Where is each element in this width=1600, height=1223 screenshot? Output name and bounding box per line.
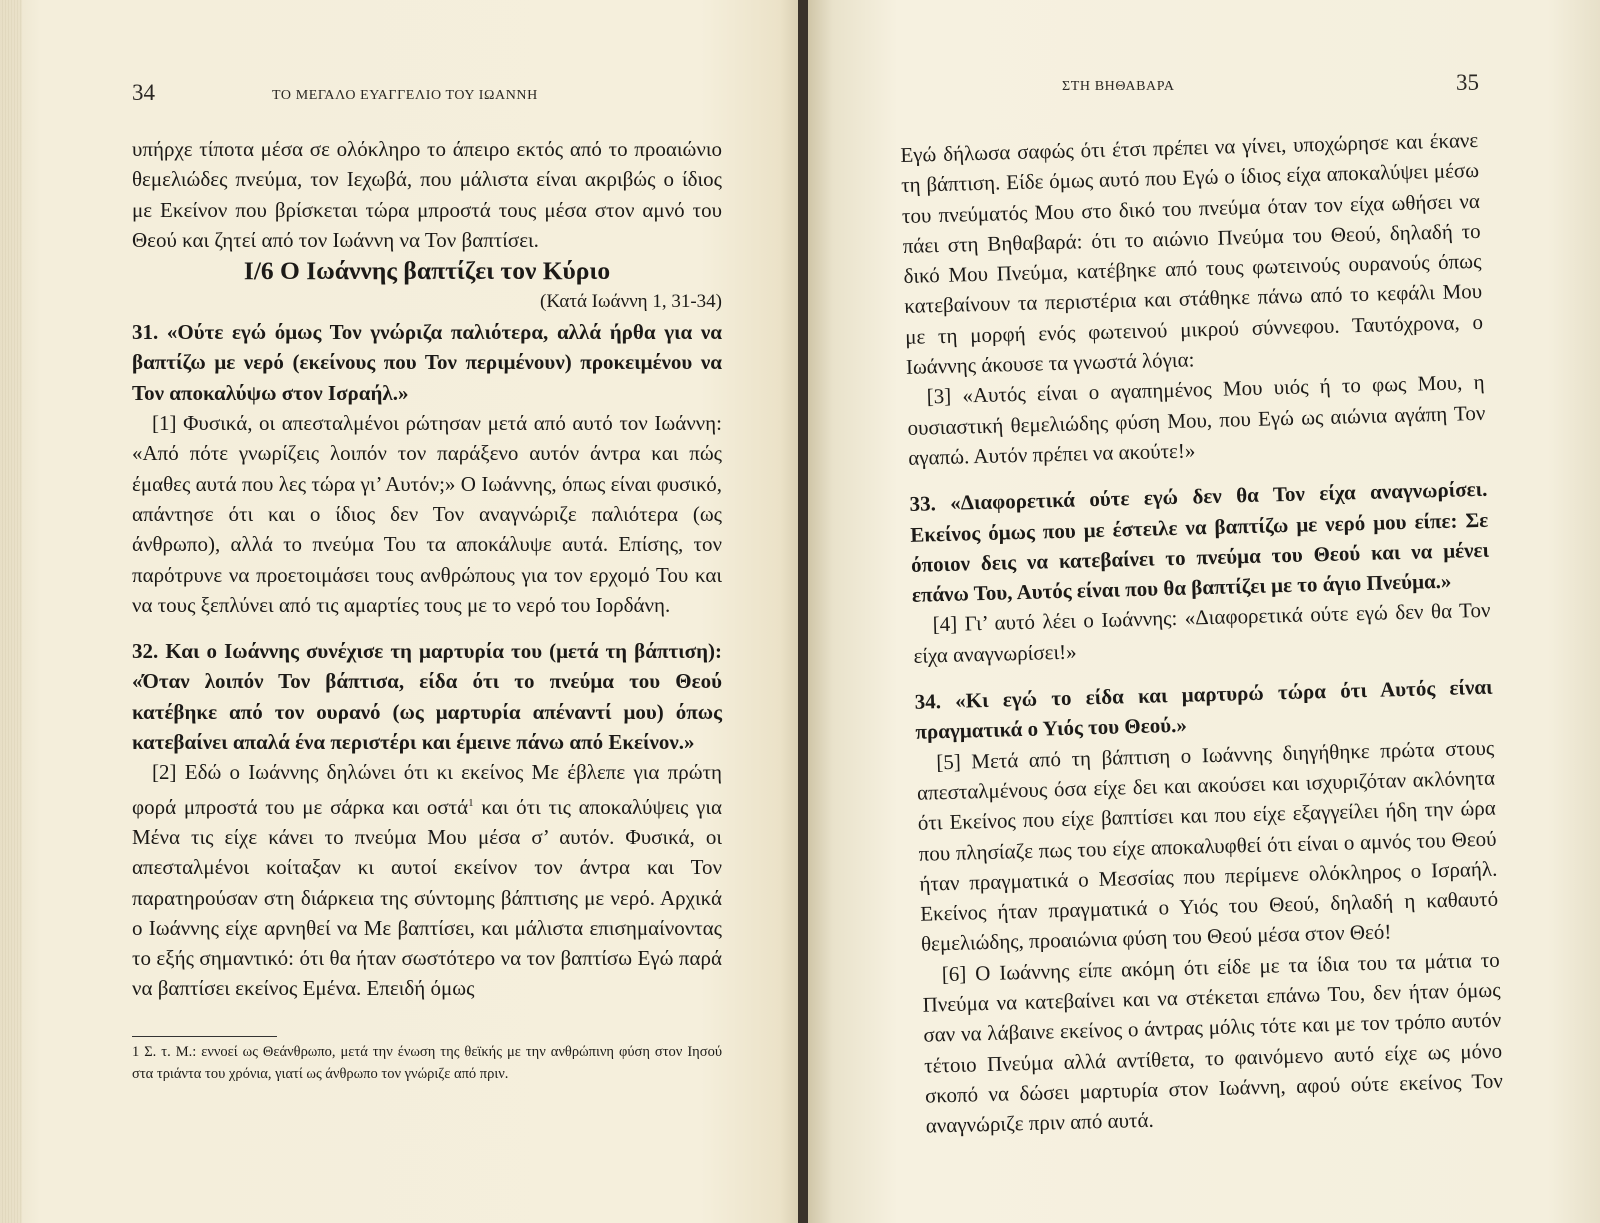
paragraph-2 (132, 757, 722, 1003)
paragraph-2-text-b: και ότι τις αποκαλύψεις για Μένα τις είχε κάνει το πνεύμα Μου μέσα σ’ αυτόν. Φυσικά, οι απεσταλμένοι κοίταξαν κι αυτοί εκείνον τον άντρα και Τον παρατηρούσαν στη διάρκεια της σύντομης βάπτισης με νερό. Αρχικά ο Ιωάννης είχε αρνηθεί να Με βαπτίσει, και μάλιστα επισημαίνοντας το εξής σημαντικό: ότι θα ήταν σωστότερο να τον βαπτίσω Εγώ παρά να βαπτίσει εκείνος Εμένα. Επειδή όμως (132, 794, 722, 1001)
left-text-block (132, 134, 722, 1004)
paragraph-1: [1] Φυσικά, οι απεσταλμένοι ρώτησαν μετά από αυτό τον Ιωάννη: «Από πότε γνωρίζεις λοιπόν τον παράξενο αυτόν άντρα και πώς έμαθες αυτά που λες τώρα γι’ Αυτόν;» Ο Ιωάννης, όπως είναι φυσικό, απάντησε ότι και ο ίδιος δεν Τον αναγνώριζε παλιότερα (ως άνθρωπο), αλλά το πνεύμα Του τα αποκάλυψε αυτά. Επίσης, τον παρότρυνε να προετοιμάσει τους ανθρώπους για τον ερχομό Του και να τους ξεπλύνει από τις αμαρτίες τους με το νερό του Ιορδάνη. (132, 411, 722, 617)
verse-34: 34. «Κι εγώ το είδα και μαρτυρώ τώρα ότι Αυτός είναι πραγματικά ο Υιός του Θεού.» (914, 674, 1493, 745)
right-text-block (900, 125, 1504, 1141)
paragraph-4: [4] Γι’ αυτό λέει ο Ιωάννης: «Διαφορετικά ούτε εγώ δεν θα Τον είχα αναγνωρίσει!» (913, 598, 1491, 668)
paragraph-3: [3] «Αυτός είναι ο αγαπημένος Μου υιός ή το φως Μου, η ουσιαστική θεμελιώδης φύση Μου, που Εγώ ως αιώνια αγάπη Τον αγαπώ. Αυτόν πρέπει να ακούτε!» (907, 370, 1486, 470)
verse-31: 31. «Ούτε εγώ όμως Τον γνώριζα παλιότερα, αλλά ήρθα για να βαπτίζω με νερό (εκείνους που Τον περιμένουν) προκειμένου να Τον αποκαλύψω στον Ισραήλ.» (132, 320, 722, 405)
paragraph-6: [6] Ο Ιωάννης είπε ακόμη ότι είδε με τα ίδια του τα μάτια το Πνεύμα να κατεβαίνει και να στέκεται επάνω Του, δεν ήταν όμως σαν να λάβαινε εκείνος ο άντρας μόλις τότε και με τον τρόπο αυτόν τέτοιο Πνεύμα αλλά αντίθετα, το φαινόμενο αυτό είχε ως μόνο σκοπό να δώσει μαρτυρία στον Ιωάννη, αφού ούτε εκείνος Τον αναγνώριζε πριν από αυτά. (922, 947, 1504, 1138)
paragraph-2-text-a: [2] Εδώ ο Ιωάννης δηλώνει ότι κι εκείνος Με έβλεπε για πρώτη φορά μπροστά του με σάρκα και οστά (132, 760, 722, 819)
section-title: Ι/6 Ο Ιωάννης βαπτίζει τον Κύριο (243, 256, 611, 286)
footnote: 1 Σ. τ. Μ.: εννοεί ως Θεάνθρωπο, μετά την ένωση της θεϊκής με την ανθρώπινη φύση στον Ιησού στα τριάντα του χρόνια, γιατί ως άνθρωπο τον γνώριζε από πριν. (132, 1044, 722, 1082)
intro-paragraph-right: Εγώ δήλωσα σαφώς ότι έτσι πρέπει να γίνει, υποχώρησε και έκανε τη βάπτιση. Είδε όμως αυτό που Εγώ ο ίδιος είχα αποκαλύψει μέσω του πνεύματός Μου στο δικό του πνεύμα όταν τον είχα ωθήσει να πάει στη Βηθαβαρά: ότι το αιώνιο Πνεύμα του Θεού, δηλαδή το δικό Μου Πνεύμα, κατέβηκε από τους φωτεινούς ουρανούς όπως κατεβαίνουν τα περιστέρια και στάθηκε πάνω από το κεφάλι Μου με τη μορφή ενός φωτεινού μικρού σύννεφου. Ταυτόχρονα, ο Ιωάννης άκουσε τα γνωστά λόγια: (900, 127, 1484, 379)
right-page (808, 0, 1600, 1223)
page-edges (0, 0, 22, 1223)
section-reference: (Κατά Ιωάννη 1, 31-34) (540, 291, 722, 313)
intro-paragraph: υπήρχε τίποτα μέσα σε ολόκληρο το άπειρο εκτός από το προαιώνιο θεμελιώδες πνεύμα, τον Ιεχωβά, που μάλιστα είναι ακριβώς ο ίδιος με Εκείνον που βρίσκεται τώρα μπροστά τους μέσα στον αμνό του Θεού και ζητεί από τον Ιωάννη να Τον βαπτίσει. (132, 137, 722, 252)
verse-32: 32. Και ο Ιωάννης συνέχισε τη μαρτυρία του (μετά τη βάπτιση): «Όταν λοιπόν Τον βάπτισα, είδα ότι το πνεύμα του Θεού κατέβηκε από τον ουρανό (ως μαρτυρία απέναντί μου) όπως κατεβαίνει απαλά ένα περιστέρι και έμεινε πάνω από Εκείνον.» (132, 639, 722, 755)
page-number-right: 35 (1456, 70, 1479, 95)
footnote-marker: 1 (468, 796, 474, 809)
paragraph-5: [5] Μετά από τη βάπτιση ο Ιωάννης διηγήθηκε πρώτα στους απεσταλμένους όσα είχε δει και ακούσει και ισχυριζόταν ακλόνητα ότι Εκείνος που είχε βαπτίσει και που είχε εξαγγείλει ήδη την ώρα που πλησίαζε πως του είχε αποκαλυφθεί ότι είναι ο αμνός του Θεού ήταν πραγματικά ο Μεσσίας που περίμενε ολόκληρος ο Ισραήλ. Εκείνος ήταν πραγματικά ο Υιός του Θεού, δηλαδή η καθαυτό θεμελιώδης, προαιώνια φύση του Θεού μέσα στον Θεό! (916, 735, 1499, 957)
footnote-rule (132, 1036, 277, 1037)
running-head-right: ΣΤΗ ΒΗΘΑΒΑΡΑ (1062, 79, 1175, 94)
page-number-left: 34 (132, 80, 155, 105)
verse-33: 33. «Διαφορετικά ούτε εγώ δεν θα Τον είχα αναγνωρίσει. Εκείνος όμως που με έστειλε να βαπτίζω με νερό μου είπε: Σε όποιον δεις να κατεβαίνει το πνεύμα του Θεού και να μένει επάνω Του, Αυτός είναι που θα βαπτίζει με το άγιο Πνεύμα.» (909, 477, 1490, 607)
running-head-left: ΤΟ ΜΕΓΑΛΟ ΕΥΑΓΓΕΛΙΟ ΤΟΥ ΙΩΑΝΝΗ (272, 88, 538, 103)
